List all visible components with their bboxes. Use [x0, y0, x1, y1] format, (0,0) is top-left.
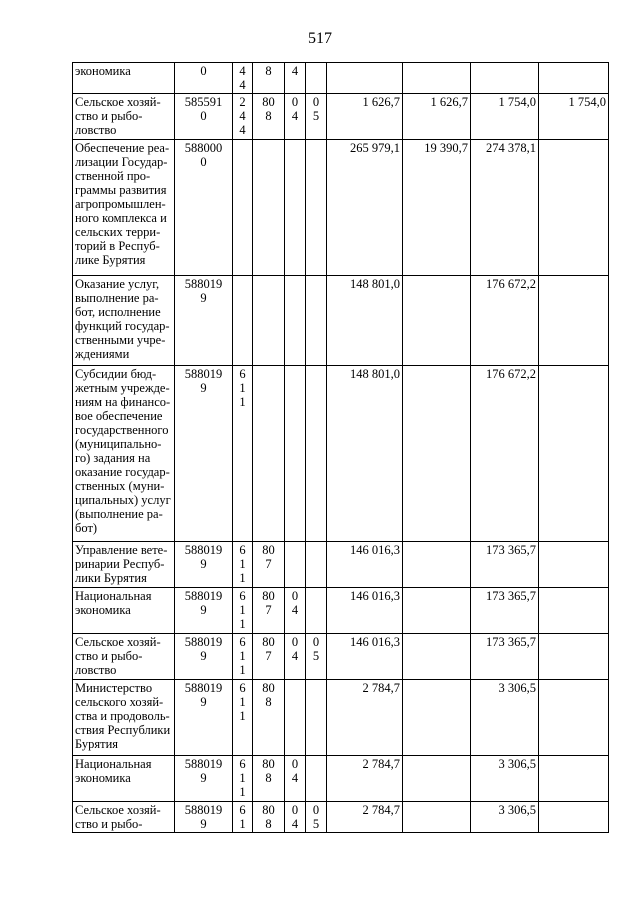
ministry-code: 80 7 — [253, 588, 285, 634]
amount-col-4 — [539, 588, 609, 634]
section-code: 0 4 — [285, 634, 306, 680]
expense-type-code: 6 1 1 — [233, 542, 253, 588]
subsection-code: 0 5 — [306, 94, 327, 140]
subsection-code: 0 5 — [306, 802, 327, 833]
subsection-code — [306, 588, 327, 634]
expense-type-code: 6 1 1 — [233, 680, 253, 756]
amount-col-4 — [539, 802, 609, 833]
ministry-code: 80 8 — [253, 756, 285, 802]
ministry-code — [253, 366, 285, 542]
amount-col-4 — [539, 366, 609, 542]
amount-col-2 — [403, 802, 471, 833]
ministry-code — [253, 140, 285, 276]
amount-col-3: 176 672,2 — [471, 276, 539, 366]
table-row — [73, 634, 609, 680]
target-article-code: 588019 9 — [175, 802, 233, 833]
row-name: Национальная экономика — [73, 588, 175, 634]
amount-col-2 — [403, 756, 471, 802]
amount-col-3: 176 672,2 — [471, 366, 539, 542]
target-article-code: 0 — [175, 63, 233, 94]
amount-col-1: 146 016,3 — [327, 634, 403, 680]
target-article-code: 588019 9 — [175, 542, 233, 588]
ministry-code: 80 8 — [253, 802, 285, 833]
subsection-code — [306, 366, 327, 542]
amount-col-2 — [403, 680, 471, 756]
row-name: Министерство сельского хозяй- ства и продоволь- ствия Республики Бурятия — [73, 680, 175, 756]
section-code: 4 — [285, 63, 306, 94]
table-row — [73, 756, 609, 802]
row-name: Сельское хозяй- ство и рыбо- — [73, 802, 175, 833]
amount-col-3: 3 306,5 — [471, 802, 539, 833]
ministry-code: 80 7 — [253, 542, 285, 588]
amount-col-3 — [471, 63, 539, 94]
page-number: 517 — [308, 30, 332, 47]
target-article-code: 588019 9 — [175, 276, 233, 366]
amount-col-3: 274 378,1 — [471, 140, 539, 276]
section-code — [285, 366, 306, 542]
ministry-code: 80 8 — [253, 680, 285, 756]
table-row — [73, 802, 609, 833]
amount-col-4 — [539, 140, 609, 276]
amount-col-1: 146 016,3 — [327, 588, 403, 634]
row-name: Сельское хозяй- ство и рыбо- ловство — [73, 94, 175, 140]
row-name: Субсидии бюд- жетным учрежде- ниям на финансо- вое обеспечение государственного (муниципально- го) задания на оказание государ- ственных (муни- ципальных) услуг (выполнение ра- бот) — [73, 366, 175, 542]
table-row — [73, 588, 609, 634]
target-article-code: 588019 9 — [175, 634, 233, 680]
subsection-code — [306, 542, 327, 588]
target-article-code: 585591 0 — [175, 94, 233, 140]
amount-col-3: 173 365,7 — [471, 634, 539, 680]
amount-col-4 — [539, 63, 609, 94]
subsection-code: 0 5 — [306, 634, 327, 680]
amount-col-4 — [539, 276, 609, 366]
amount-col-2 — [403, 542, 471, 588]
section-code: 0 4 — [285, 94, 306, 140]
amount-col-1: 2 784,7 — [327, 802, 403, 833]
amount-col-1: 265 979,1 — [327, 140, 403, 276]
amount-col-3: 173 365,7 — [471, 588, 539, 634]
expense-type-code — [233, 140, 253, 276]
row-name: Национальная экономика — [73, 756, 175, 802]
row-name: Сельское хозяй- ство и рыбо- ловство — [73, 634, 175, 680]
amount-col-4 — [539, 542, 609, 588]
amount-col-1: 2 784,7 — [327, 756, 403, 802]
amount-col-2 — [403, 634, 471, 680]
target-article-code: 588019 9 — [175, 680, 233, 756]
amount-col-1: 148 801,0 — [327, 366, 403, 542]
amount-col-1 — [327, 63, 403, 94]
expense-type-code — [233, 276, 253, 366]
ministry-code — [253, 276, 285, 366]
row-name: Обеспечение реа- лизации Государ- ственной про- граммы развития агропромышлен- ного комплекса и сельских терри- торий в Респуб- лике Бурятия — [73, 140, 175, 276]
amount-col-1: 146 016,3 — [327, 542, 403, 588]
section-code — [285, 542, 306, 588]
subsection-code — [306, 680, 327, 756]
table-row — [73, 94, 609, 140]
table-row — [73, 680, 609, 756]
amount-col-4 — [539, 634, 609, 680]
expense-type-code: 2 4 4 — [233, 94, 253, 140]
section-code: 0 4 — [285, 802, 306, 833]
section-code: 0 4 — [285, 756, 306, 802]
amount-col-2 — [403, 276, 471, 366]
ministry-code: 80 7 — [253, 634, 285, 680]
amount-col-3: 1 754,0 — [471, 94, 539, 140]
section-code — [285, 276, 306, 366]
amount-col-1: 148 801,0 — [327, 276, 403, 366]
amount-col-3: 3 306,5 — [471, 680, 539, 756]
subsection-code — [306, 756, 327, 802]
amount-col-3: 3 306,5 — [471, 756, 539, 802]
table-row — [73, 63, 609, 94]
amount-col-1: 1 626,7 — [327, 94, 403, 140]
table-body — [73, 63, 609, 833]
section-code — [285, 680, 306, 756]
target-article-code: 588000 0 — [175, 140, 233, 276]
table-row — [73, 276, 609, 366]
row-name: Управление вете- ринарии Респуб- лики Бурятия — [73, 542, 175, 588]
table-row — [73, 542, 609, 588]
amount-col-4 — [539, 680, 609, 756]
table-row — [73, 140, 609, 276]
amount-col-4: 1 754,0 — [539, 94, 609, 140]
target-article-code: 588019 9 — [175, 588, 233, 634]
row-name: Оказание услуг, выполнение ра- бот, исполнение функций государ- ственными учре- ждениями — [73, 276, 175, 366]
amount-col-3: 173 365,7 — [471, 542, 539, 588]
table-row — [73, 366, 609, 542]
expense-type-code: 6 1 1 — [233, 366, 253, 542]
ministry-code: 8 — [253, 63, 285, 94]
subsection-code — [306, 276, 327, 366]
expense-type-code: 4 4 — [233, 63, 253, 94]
amount-col-4 — [539, 756, 609, 802]
amount-col-2: 19 390,7 — [403, 140, 471, 276]
subsection-code — [306, 63, 327, 94]
expense-type-code: 6 1 — [233, 802, 253, 833]
expense-type-code: 6 1 1 — [233, 756, 253, 802]
amount-col-2: 1 626,7 — [403, 94, 471, 140]
amount-col-2 — [403, 366, 471, 542]
subsection-code — [306, 140, 327, 276]
expense-type-code: 6 1 1 — [233, 588, 253, 634]
target-article-code: 588019 9 — [175, 366, 233, 542]
section-code: 0 4 — [285, 588, 306, 634]
expense-type-code: 6 1 1 — [233, 634, 253, 680]
amount-col-2 — [403, 63, 471, 94]
row-name: экономика — [73, 63, 175, 94]
ministry-code: 80 8 — [253, 94, 285, 140]
amount-col-1: 2 784,7 — [327, 680, 403, 756]
budget-table — [72, 62, 609, 833]
amount-col-2 — [403, 588, 471, 634]
section-code — [285, 140, 306, 276]
target-article-code: 588019 9 — [175, 756, 233, 802]
